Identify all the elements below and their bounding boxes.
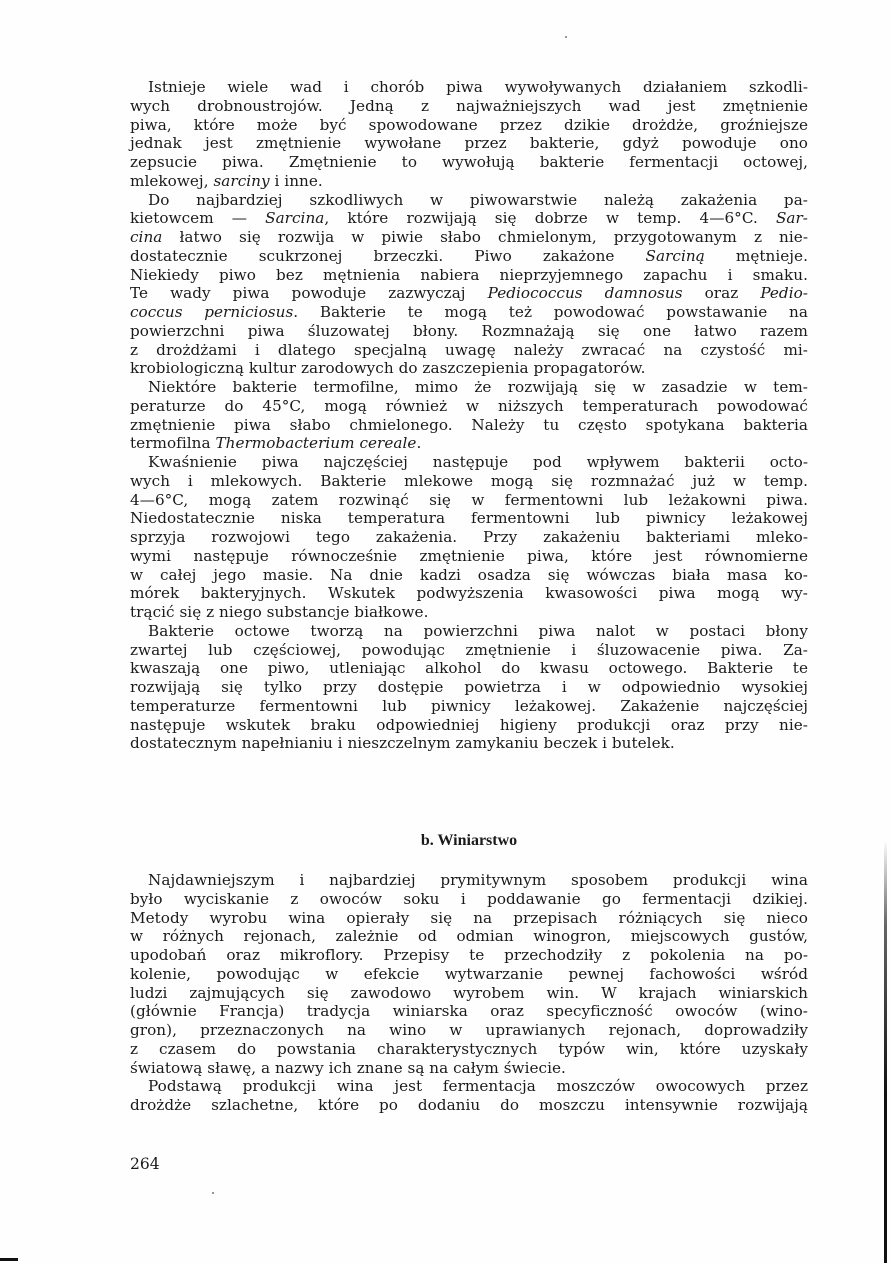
text-run: drożdże szlachetne, które po dodaniu do moszczu intensywnie rozwijają (130, 1096, 808, 1114)
text-line (130, 716, 808, 735)
text-run: dostatecznie scukrzonej brzeczki. Piwo zakażone (130, 246, 646, 265)
text-line (130, 871, 808, 890)
text-run: wych i mlekowych. Bakterie mlekowe mogą się rozmnażać już w temp. (130, 471, 808, 490)
text-line (130, 927, 808, 946)
text-run: Bakterie octowe tworzą na powierzchni piwa nalot w postaci błony (148, 621, 808, 640)
text-run: Niekiedy piwo bez mętnienia nabiera nieprzyjemnego zapachu i smaku. (130, 265, 808, 284)
text-line (130, 172, 808, 191)
scan-speck (565, 36, 567, 38)
text-run: Najdawniejszym i najbardziej prymitywnym sposobem produkcji wina (148, 871, 808, 889)
text-run: mętnieje. (704, 246, 808, 265)
text-run: Podstawą produkcji wina jest fermentacja moszczów owocowych przez (148, 1077, 808, 1096)
text-line (130, 303, 808, 322)
text-run: jednak jest zmętnienie wywołane przez bakterie, gdyż powoduje ono (130, 134, 808, 153)
text-run: zmętnienie piwa słabo chmielonego. Należy tu często spotykana bakteria (130, 415, 808, 434)
text-run: powierzchni piwa śluzowatej błony. Rozmnażają się one łatwo razem (130, 321, 808, 340)
text-run: zepsucie piwa. Zmętnienie to wywołują bakterie fermentacji octowej, (130, 153, 808, 171)
text-line (130, 397, 808, 416)
text-line (130, 491, 808, 510)
text-line (130, 359, 808, 378)
text-line (130, 453, 808, 472)
text-line (130, 341, 808, 360)
section-heading: b. Winiarstwo (420, 832, 518, 849)
text-line (130, 909, 808, 928)
page-number: 264 (130, 1155, 160, 1173)
text-run: z drożdżami i dlatego specjalną uwagę należy zwracać na czystość mi- (130, 340, 808, 359)
text-line (130, 266, 808, 285)
italic-term: Sar- (775, 209, 808, 228)
text-line (130, 1096, 808, 1115)
text-run: trącić się z niego substancje białkowe. (130, 603, 429, 621)
text-line (130, 416, 808, 435)
text-run: w całej jego masie. Na dnie kadzi osadza się wówczas biała masa ko- (130, 565, 808, 584)
text-line (130, 622, 808, 641)
text-line (130, 116, 808, 135)
text-run: z czasem do powstania charakterystycznych typów win, które uzyskały (130, 1039, 808, 1058)
text-line (130, 153, 808, 172)
text-run: rozwijają się tylko przy dostępie powietrza i w odpowiednio wysokiej (130, 678, 808, 696)
text-run: termofilna (130, 434, 216, 453)
text-run: . Bakterie te mogą też powodować powstawanie na (293, 303, 808, 321)
text-run: następuje wskutek braku odpowiedniej higieny produkcji oraz przy nie- (130, 715, 808, 734)
text-line (130, 78, 808, 97)
text-run: . (416, 434, 422, 453)
text-line (130, 528, 808, 547)
text-run: kwaszają one piwo, utleniając alkohol do kwasu octowego. Bakterie te (130, 659, 808, 678)
text-run: Niedostatecznie niska temperatura fermentowni lub piwnicy leżakowej (130, 509, 808, 528)
text-line (130, 584, 808, 603)
scan-edge-right (884, 840, 887, 1263)
text-line (130, 734, 808, 753)
text-line (130, 965, 808, 984)
italic-term: Pediococcus damnosus (487, 284, 683, 303)
text-line (130, 434, 808, 453)
text-run: sprzyja rozwojowi tego zakażenia. Przy zakażeniu bakteriami mleko- (130, 528, 808, 546)
text-line (130, 378, 808, 397)
text-run: dostatecznym napełnianiu i nieszczelnym zamykaniu beczek i butelek. (130, 734, 675, 753)
text-run: Te wady piwa powoduje zazwyczaj (130, 284, 488, 303)
text-line (130, 697, 808, 716)
text-run: mórek bakteryjnych. Wskutek podwyższenia kwasowości piwa mogą wy- (130, 584, 808, 603)
text-run: Niektóre bakterie termofilne, mimo że rozwijają się w zasadzie w tem- (148, 378, 808, 396)
text-line (130, 247, 808, 266)
text-line (130, 322, 808, 341)
text-run: w różnych rejonach, zależnie od odmian winogron, miejscowych gustów, (130, 927, 808, 946)
text-run: 4—6°C, mogą zatem rozwinąć się w fermentowni lub leżakowni piwa. (130, 490, 808, 509)
text-line (130, 284, 808, 303)
text-line (130, 603, 808, 622)
text-line (130, 509, 808, 528)
text-line (130, 1002, 808, 1021)
text-run: zwartej lub częściowej, powodując zmętnienie i śluzowacenie piwa. Za- (130, 640, 808, 659)
text-line (130, 641, 808, 660)
text-run: , które rozwijają się dobrze w temp. 4—6°C. (324, 209, 776, 228)
text-run: mlekowej, (130, 171, 214, 190)
text-run: ludzi zajmujących się zawodowo wyrobem win. W krajach winiarskich (130, 983, 808, 1002)
text-line (130, 1077, 808, 1096)
text-run: oraz (682, 284, 761, 303)
italic-term: sarciny (213, 171, 270, 190)
text-line (130, 1021, 808, 1040)
winemaking-text (130, 871, 808, 1115)
text-run: Metody wyrobu wina opierały się na przepisach różniących się nieco (130, 908, 808, 927)
text-line (130, 890, 808, 909)
text-line (130, 134, 808, 153)
text-line (130, 472, 808, 491)
italic-term: Sarcina (265, 209, 325, 228)
italic-term: Thermobacterium cereale (215, 434, 417, 453)
text-line (130, 984, 808, 1003)
text-run: Kwaśnienie piwa najczęściej następuje pod wpływem bakterii octo- (148, 453, 808, 471)
text-run: Do najbardziej szkodliwych w piwowarstwie należą zakażenia pa- (148, 190, 808, 209)
text-line (130, 1059, 808, 1078)
italic-term: Pedio- (760, 284, 808, 303)
scan-edge-bottom (0, 1258, 18, 1261)
text-run: kolenie, powodując w efekcie wytwarzanie pewnej fachowości wśród (130, 964, 808, 983)
text-line (130, 97, 808, 116)
text-line (130, 1040, 808, 1059)
italic-term: coccus perniciosus (130, 303, 294, 321)
text-run: upodobań oraz mikroflory. Przepisy te przechodziły z pokolenia na po- (130, 946, 808, 964)
text-run: temperaturze fermentowni lub piwnicy leżakowej. Zakażenie najczęściej (130, 696, 808, 715)
text-line (130, 678, 808, 697)
beer-spoilage-text (130, 78, 808, 753)
text-run: gron), przeznaczonych na wino w uprawianych rejonach, doprowadziły (130, 1021, 808, 1039)
text-line (130, 659, 808, 678)
scan-speck (212, 1192, 214, 1194)
text-line (130, 209, 808, 228)
text-run: piwa, które może być spowodowane przez dzikie drożdże, groźniejsze (130, 115, 808, 134)
text-run: kietowcem — (130, 209, 266, 228)
text-run: krobiologiczną kultur zarodowych do zaszczepienia propagatorów. (130, 359, 646, 378)
text-run: peraturze do 45°C, mogą również w niższych temperaturach powodować (130, 396, 808, 415)
text-run: światową sławę, a nazwy ich znane są na całym świecie. (130, 1058, 566, 1077)
text-run: łatwo się rozwija w piwie słabo chmielonym, przygotowanym z nie- (162, 228, 808, 246)
text-line (130, 547, 808, 566)
text-run: i inne. (269, 171, 323, 190)
text-line (130, 566, 808, 585)
text-run: (głównie Francja) tradycja winiarska oraz specyficzność owoców (wino- (130, 1002, 808, 1021)
text-line (130, 191, 808, 210)
text-run: Istnieje wiele wad i chorób piwa wywoływanych działaniem szkodli- (148, 78, 808, 96)
italic-term: Sarciną (645, 246, 705, 265)
text-run: wymi następuje równocześnie zmętnienie piwa, które jest równomierne (130, 546, 808, 565)
text-line (130, 946, 808, 965)
text-line (130, 228, 808, 247)
text-run: wych drobnoustrojów. Jedną z najważniejszych wad jest zmętnienie (130, 96, 808, 115)
italic-term: cina (130, 228, 163, 246)
text-run: było wyciskanie z owoców soku i poddawanie go fermentacji dzikiej. (130, 889, 808, 908)
